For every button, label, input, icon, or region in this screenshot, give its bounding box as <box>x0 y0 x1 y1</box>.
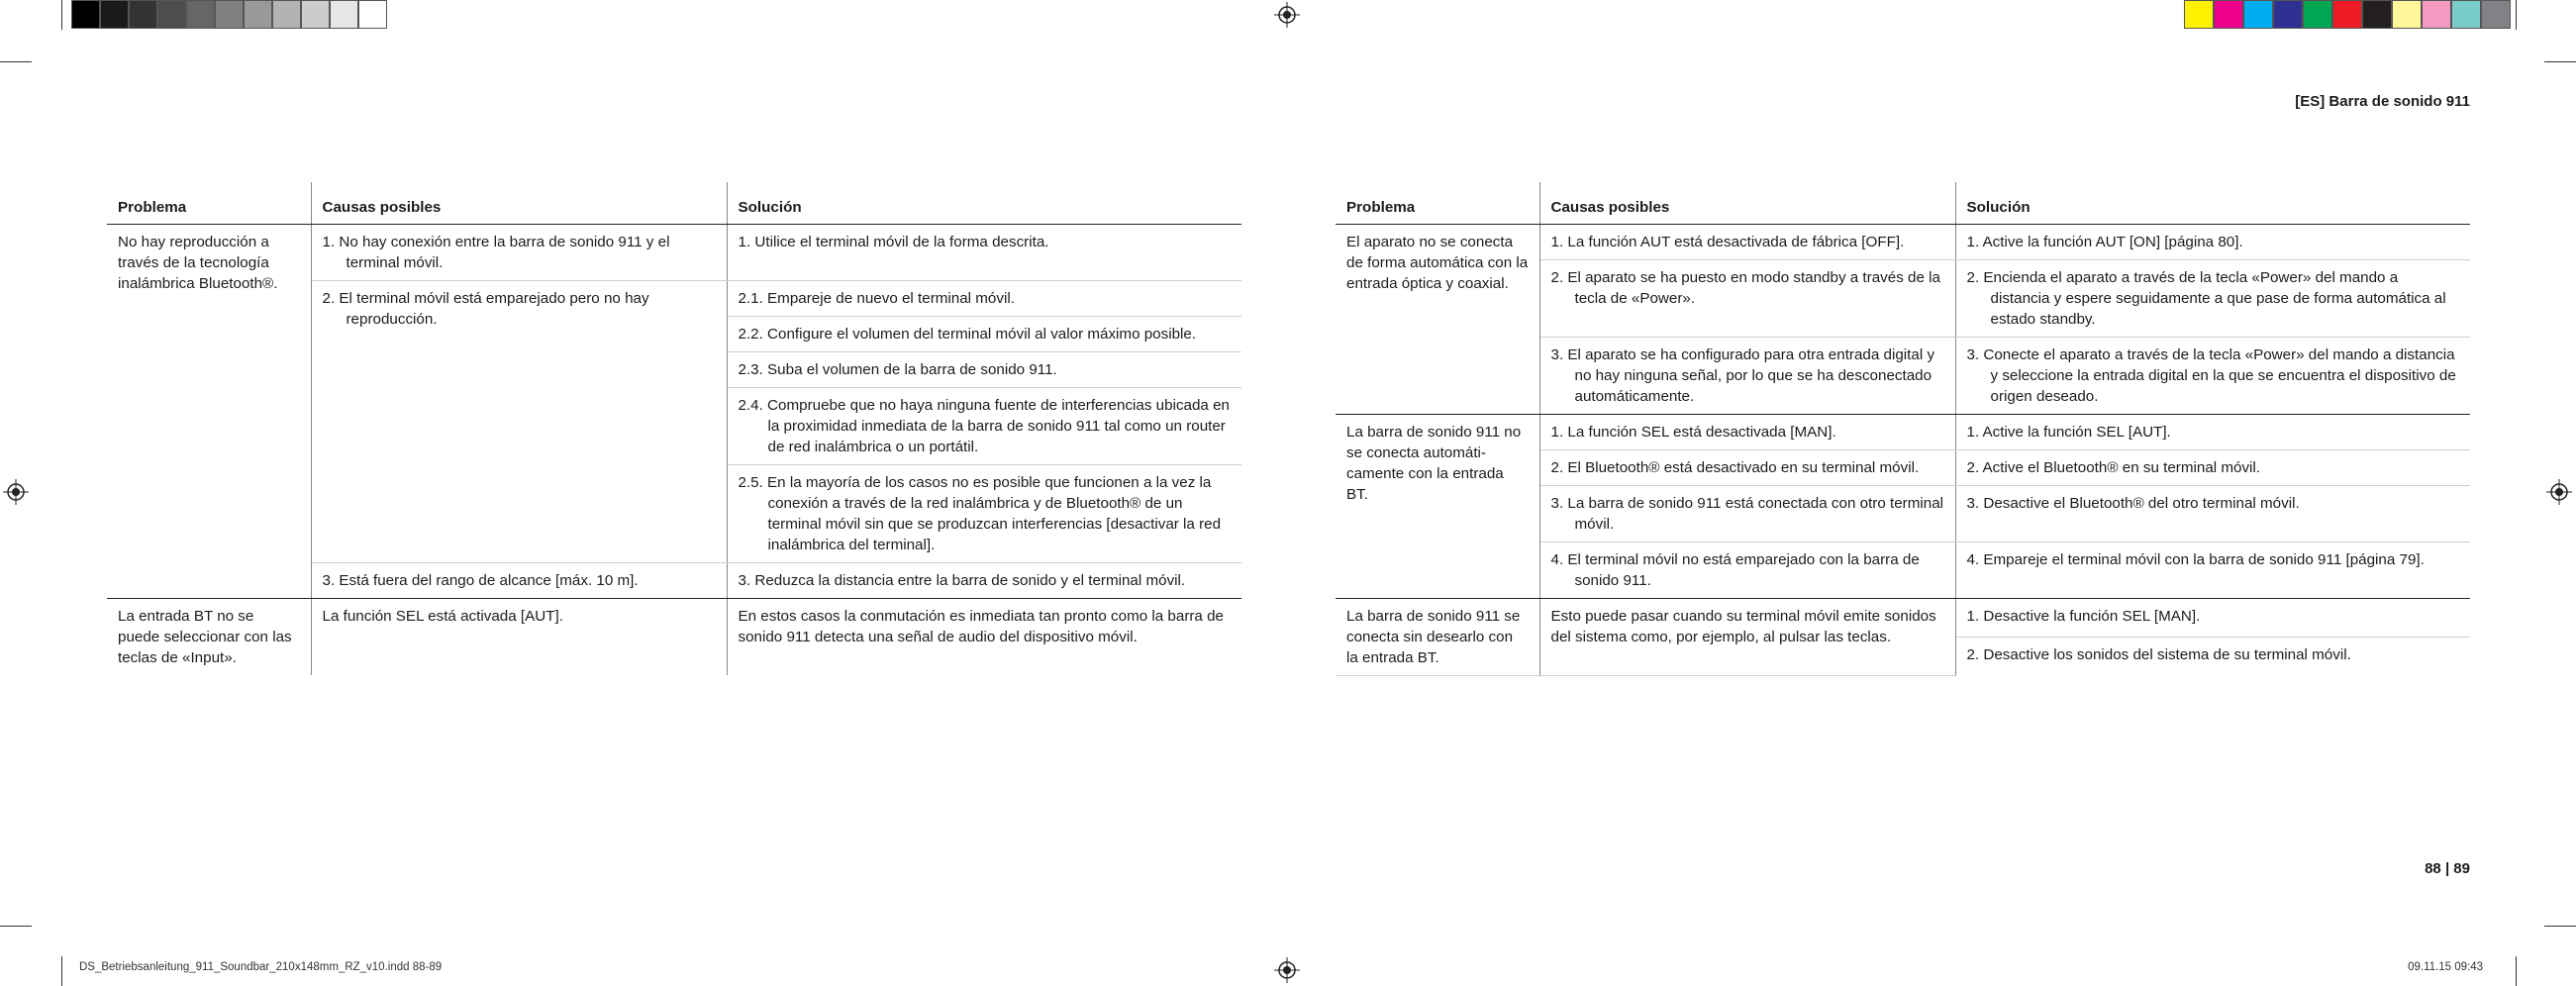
cause-cell: Esto puede pasar cuando su terminal móvil emite sonidos del sistema como, por ejemplo, al pulsar las teclas. <box>1539 599 1955 676</box>
slug-filename: DS_Betriebsanleitung_911_Soundbar_210x148mm_RZ_v10.indd 88-89 <box>79 961 443 973</box>
solution-cell <box>1955 338 2470 415</box>
slug-timestamp: 09.11.15 09:43 <box>2408 961 2483 973</box>
solution-text: 3. Conecte el aparato a través de la tecla «Power» del mando a distancia y seleccione la entrada digital en la que se encuentra el dispositivo de origen deseado. <box>1966 346 2456 405</box>
solution-text: 1. Utilice el terminal móvil de la forma descrita. <box>738 234 1049 250</box>
color-swatch <box>330 0 358 29</box>
cause-cell <box>1539 338 1955 415</box>
cause-cell <box>311 563 727 599</box>
problem-cell: La barra de sonido 911 no se conecta automáti-camente con la entrada BT. <box>1336 415 1539 599</box>
solution-cell <box>727 465 1241 563</box>
registration-mark-icon <box>1274 2 1300 28</box>
solution-text: 2.3. Suba el volumen de la barra de sonido 911. <box>738 361 1057 378</box>
cause-cell <box>1539 486 1955 542</box>
color-swatch <box>2392 0 2422 29</box>
color-swatch <box>2422 0 2451 29</box>
process-color-bar <box>2184 0 2511 31</box>
problem-cell: El aparato no se conecta de forma automática con la entrada óptica y coaxial. <box>1336 225 1539 415</box>
crop-mark <box>0 926 32 927</box>
cause-cell <box>311 281 727 563</box>
solution-cell <box>727 352 1241 388</box>
solution-text: 2. Desactive los sonidos del sistema de su terminal móvil. <box>1966 646 2351 664</box>
crop-mark <box>61 956 62 986</box>
solution-text: 1. Desactive la función SEL [MAN]. <box>1966 608 2201 625</box>
solution-cell <box>727 225 1241 281</box>
color-swatch <box>186 0 215 29</box>
column-header-solution: Solución <box>1955 182 2470 225</box>
cause-cell <box>1539 260 1955 338</box>
solution-text: 2.5. En la mayoría de los casos no es posible que funcionen a la vez la conexión a través de la red inalámbrica y de Bluetooth® de un terminal móvil sin que se produzcan interferencias [desactivar la red inalámbrica del terminal]. <box>738 474 1222 553</box>
solution-cell <box>727 317 1241 352</box>
solution-text: 1. Active la función SEL [AUT]. <box>1966 424 2171 441</box>
cause-text: 1. La función AUT está desactivada de fábrica [OFF]. <box>1550 234 1905 250</box>
color-swatch <box>2214 0 2243 29</box>
color-swatch <box>2481 0 2511 29</box>
cause-cell <box>311 225 727 281</box>
color-swatch <box>358 0 387 29</box>
color-swatch <box>71 0 100 29</box>
solution-cell <box>1955 638 2470 676</box>
solution-cell <box>727 388 1241 465</box>
crop-mark <box>0 61 32 62</box>
color-swatch <box>2243 0 2273 29</box>
solution-text: 2. Active el Bluetooth® en su terminal móvil. <box>1966 459 2261 476</box>
solution-cell <box>1955 599 2470 638</box>
color-swatch <box>2273 0 2303 29</box>
crop-mark <box>2544 61 2576 62</box>
cause-text: 2. El terminal móvil está emparejado pero no hay reproducción. <box>322 290 649 328</box>
troubleshooting-table-left <box>107 182 1241 675</box>
cause-text: 1. No hay conexión entre la barra de sonido 911 y el terminal móvil. <box>322 234 670 271</box>
solution-text: 3. Desactive el Bluetooth® del otro terminal móvil. <box>1966 495 2300 512</box>
solution-cell <box>727 563 1241 599</box>
running-header: [ES] Barra de sonido 911 <box>2295 93 2470 110</box>
cause-text: 3. Está fuera del rango de alcance [máx. 10 m]. <box>322 572 639 589</box>
color-swatch <box>301 0 330 29</box>
cause-cell <box>1539 450 1955 486</box>
crop-mark <box>61 0 62 30</box>
cause-text: 2. El Bluetooth® está desactivado en su terminal móvil. <box>1550 459 1920 476</box>
solution-cell <box>1955 415 2470 450</box>
color-swatch <box>2184 0 2214 29</box>
registration-mark-icon <box>2546 479 2572 505</box>
solution-cell <box>1955 260 2470 338</box>
solution-text: 4. Empareje el terminal móvil con la barra de sonido 911 [página 79]. <box>1966 551 2425 568</box>
cause-cell: La función SEL está activada [AUT]. <box>311 599 727 676</box>
crop-mark <box>2544 926 2576 927</box>
grey-color-bar <box>71 0 387 31</box>
solution-text: 1. Active la función AUT [ON] [página 80]. <box>1966 234 2243 250</box>
cause-text: 3. El aparato se ha configurado para otra entrada digital y no hay ninguna señal, por lo que se ha desconectado automáticamente. <box>1550 346 1935 405</box>
column-header-problem: Problema <box>1336 182 1539 225</box>
color-swatch <box>157 0 186 29</box>
cause-text: 4. El terminal móvil no está emparejado con la barra de sonido 911. <box>1550 551 1920 589</box>
color-swatch <box>272 0 301 29</box>
crop-mark <box>2516 956 2517 986</box>
column-header-problem: Problema <box>107 182 311 225</box>
column-header-causes: Causas posibles <box>1539 182 1955 225</box>
solution-text: 2.1. Empareje de nuevo el terminal móvil. <box>738 290 1015 307</box>
cause-text: 2. El aparato se ha puesto en modo standby a través de la tecla de «Power». <box>1550 269 1940 307</box>
color-swatch <box>215 0 244 29</box>
column-header-solution: Solución <box>727 182 1241 225</box>
column-header-causes: Causas posibles <box>311 182 727 225</box>
problem-cell: La entrada BT no se puede seleccionar con las teclas de «Input». <box>107 599 311 676</box>
cause-text: 3. La barra de sonido 911 está conectada con otro terminal móvil. <box>1550 495 1944 533</box>
color-swatch <box>2451 0 2481 29</box>
color-swatch <box>129 0 157 29</box>
solution-text: 2.4. Compruebe que no haya ninguna fuente de interferencias ubicada en la proximidad inmediata de la barra de sonido 911 tal como un router de red inalámbrica o un portátil. <box>738 397 1230 455</box>
problem-cell: La barra de sonido 911 se conecta sin desearlo con la entrada BT. <box>1336 599 1539 676</box>
cause-cell <box>1539 225 1955 260</box>
cause-cell <box>1539 415 1955 450</box>
solution-cell <box>1955 486 2470 542</box>
solution-text: 2.2. Configure el volumen del terminal móvil al valor máximo posible. <box>738 326 1197 343</box>
troubleshooting-table-right <box>1336 182 2470 676</box>
color-swatch <box>100 0 129 29</box>
color-swatch <box>244 0 272 29</box>
cause-text: 1. La función SEL está desactivada [MAN]. <box>1550 424 1836 441</box>
solution-text: 2. Encienda el aparato a través de la tecla «Power» del mando a distancia y espere seguidamente a que pase de forma automática al estado standby. <box>1966 269 2446 328</box>
registration-mark-icon <box>1274 957 1300 983</box>
cause-cell <box>1539 542 1955 599</box>
solution-cell: En estos casos la conmutación es inmediata tan pronto como la barra de sonido 911 detecta una señal de audio del dispositivo móvil. <box>738 608 1224 645</box>
crop-mark <box>2516 0 2517 30</box>
solution-cell <box>1955 450 2470 486</box>
registration-mark-icon <box>3 479 29 505</box>
solution-text: 3. Reduzca la distancia entre la barra de sonido y el terminal móvil. <box>738 572 1186 589</box>
color-swatch <box>2303 0 2332 29</box>
color-swatch <box>2332 0 2362 29</box>
solution-cell <box>727 281 1241 317</box>
page-numbers: 88 | 89 <box>2425 860 2470 877</box>
solution-cell <box>1955 225 2470 260</box>
color-swatch <box>2362 0 2392 29</box>
problem-cell: No hay reproducción a través de la tecnología inalámbrica Bluetooth®. <box>107 225 311 599</box>
solution-cell <box>1955 542 2470 599</box>
